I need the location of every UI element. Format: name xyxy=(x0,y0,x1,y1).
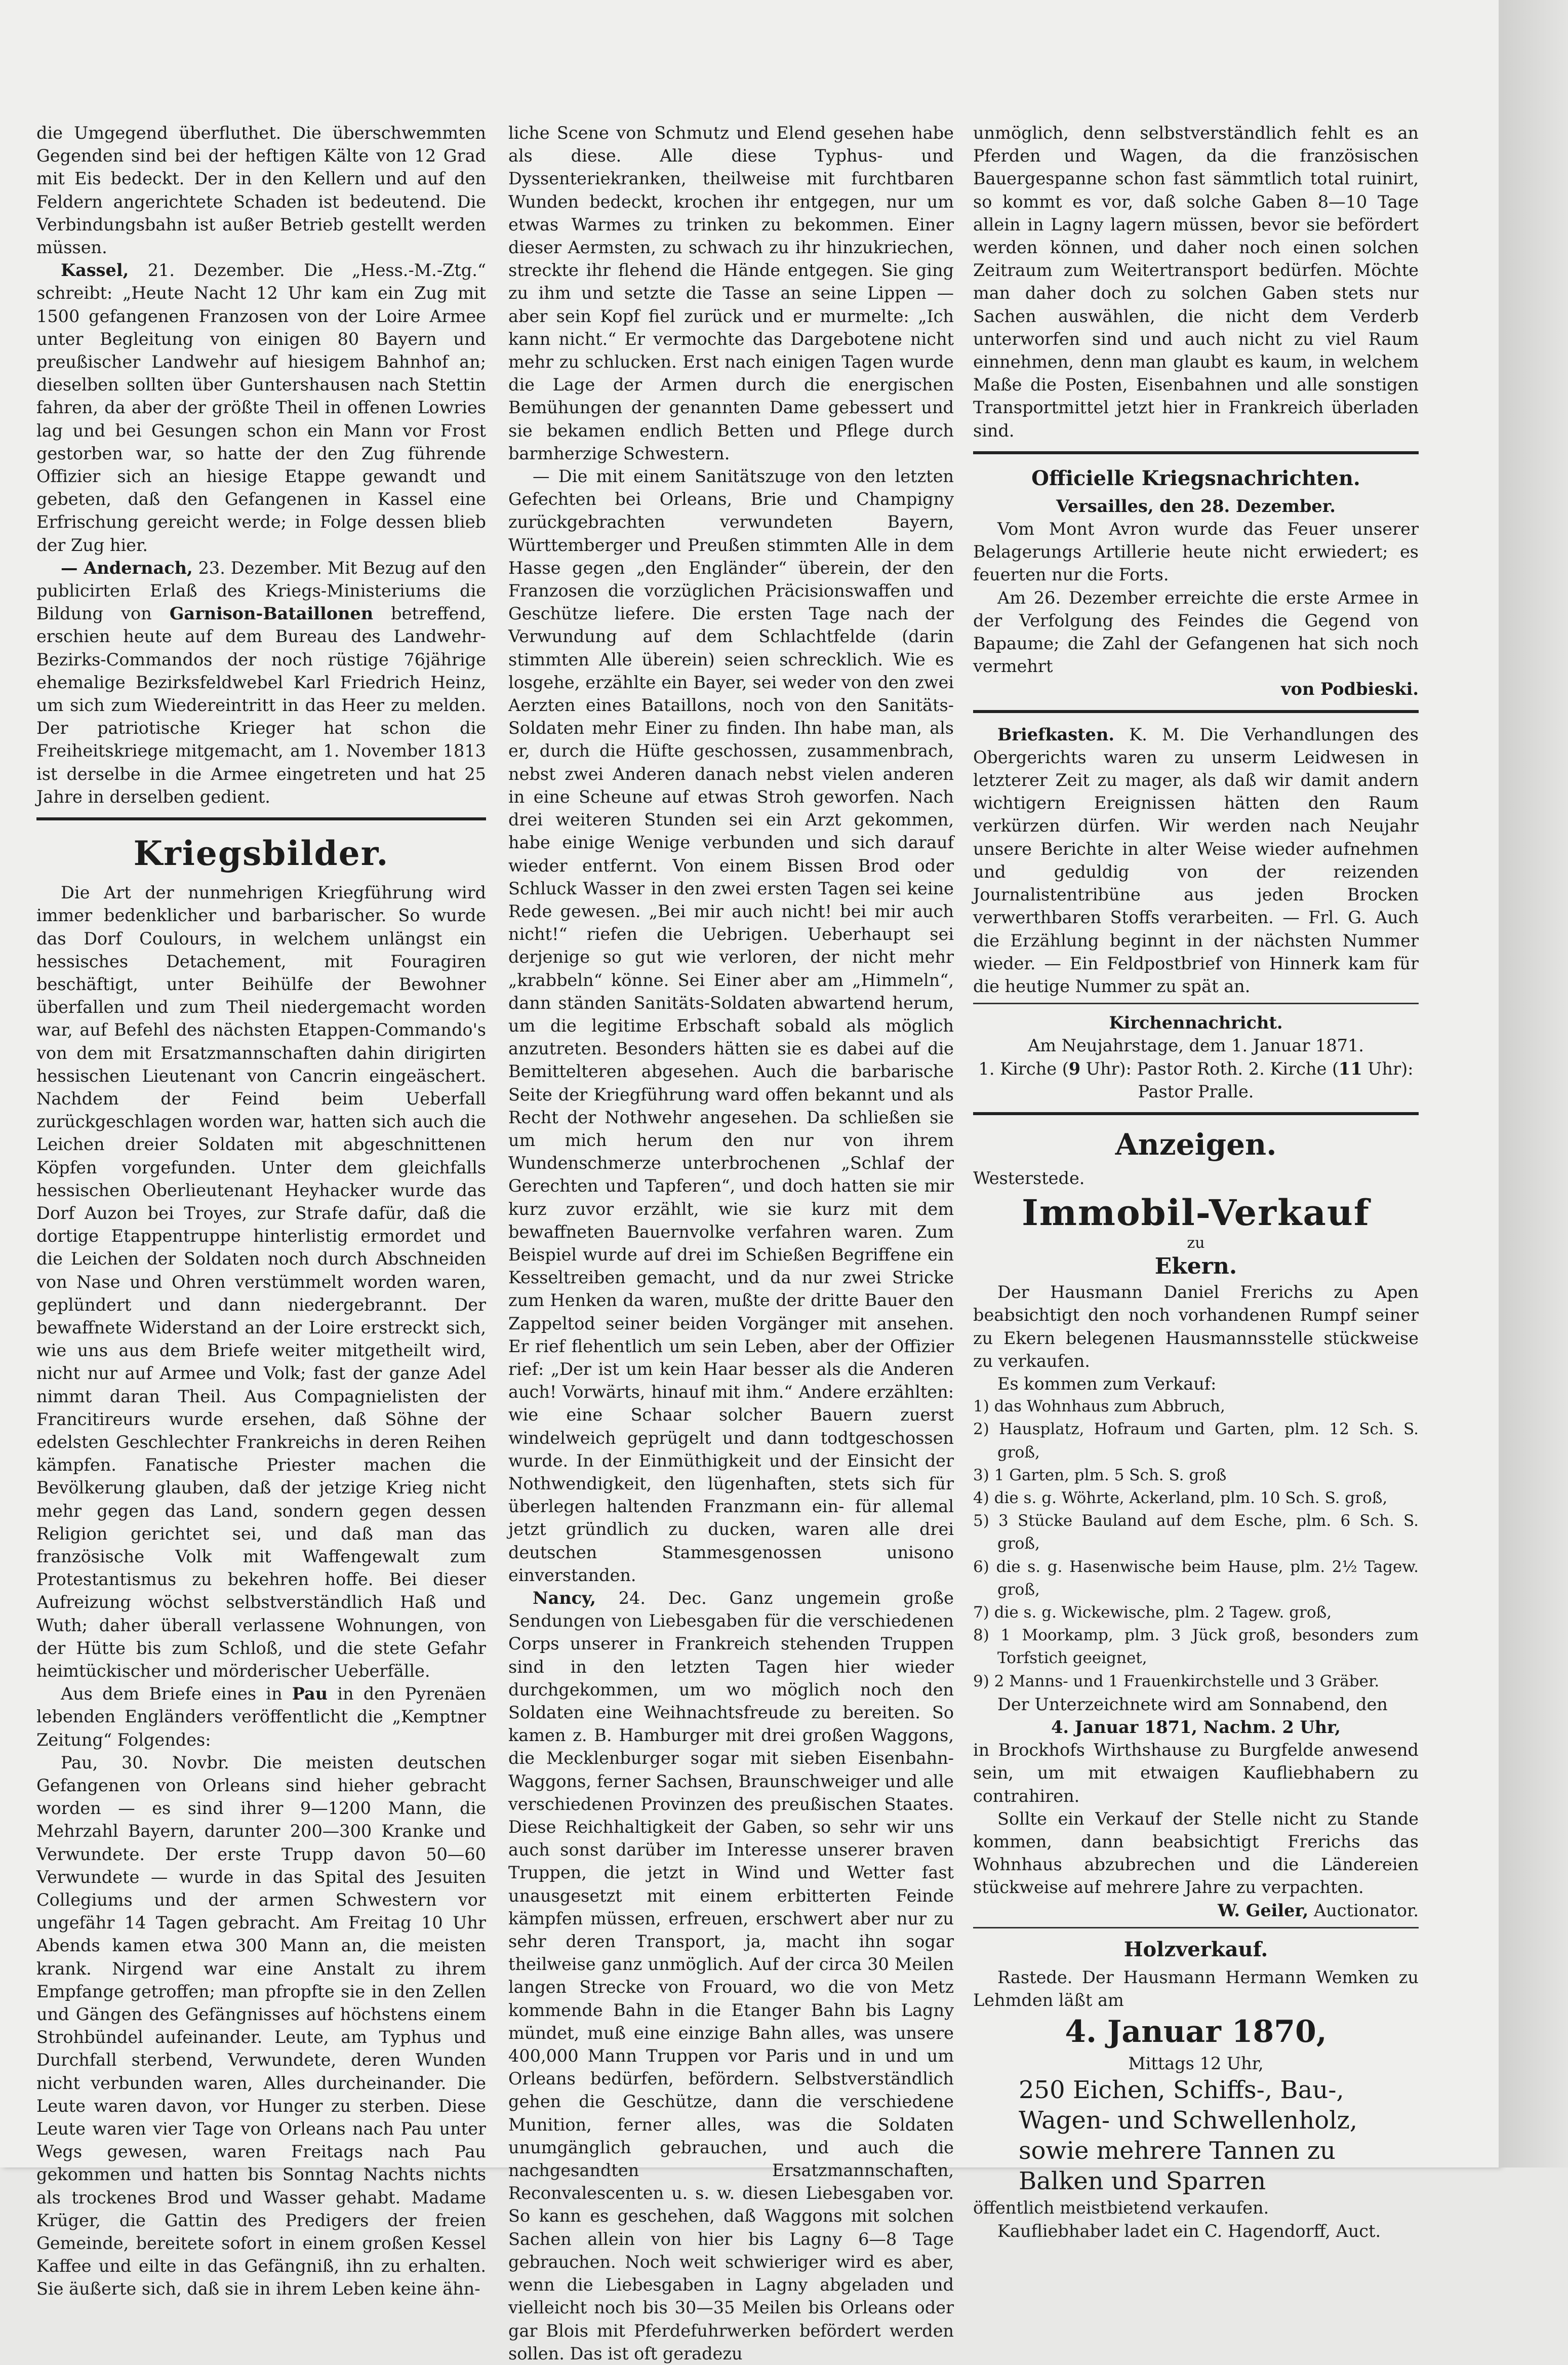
ad-heading-immobil: Immobil-Verkauf xyxy=(1022,1192,1370,1234)
list-item: 5) 3 Stücke Bauland auf dem Esche, plm. 6 Sch. S. groß, xyxy=(973,1512,1419,1553)
briefkasten: Briefkasten. K. M. Die Verhandlungen des Obergerichts waren zu unserm Leidwesen in letzterer Zeit zu mager, als daß wir damit andern wichtigern Ereignissen hätten den Raum verkürzen dürfen. Wir werden nach Neujahr unsere Berichte in alter Weise wieder aufnehmen und geduldig von der reizenden Journalistentribüne aus jeden Brocken verwerthbaren Stoffs verarbeiten. — Frl. G. Auch die Erzählung beginnt in der nächsten Nummer wieder. — Ein Feldpostbrief von Hinnerk kam für die heutige Nummer zu spät an. xyxy=(973,724,1419,996)
page-edge xyxy=(1499,0,1568,2167)
kirchen-date: Am Neujahrstage, dem 1. Januar 1871. xyxy=(1028,1036,1364,1056)
list-item: 9) 2 Manns- und 1 Frauenkirchstelle und 3 Gräber. xyxy=(973,1672,1380,1690)
heading-anzeigen: Anzeigen. xyxy=(1115,1127,1277,1162)
ad-holz-time: Mittags 12 Uhr, xyxy=(1128,2054,1264,2074)
ad-immobil-date: 4. Januar 1871, Nachm. 2 Uhr, xyxy=(1051,1717,1341,1737)
article-sanitaetszug: — Die mit einem Sanitätszuge von den letzten Gefechten bei Orleans, Brie und Champigny zurückgebrachten verwundeten Bayern, Württemberger und Preußen stimmten Alle in dem Hasse gegen „den Engländer“ überein, der den Franzosen die vorzüglichen Präcisionswaffen und Geschütze liefere. Die ersten Tage nach der Verwundung auf dem Schlachtfelde (darin stimmten Alle überein) seien schrecklich. Wie es losgehe, erzählte ein Bayer, sei weder von den zwei Aerzten eines Bataillons, noch von den Sanitäts-Soldaten mehr Einer zu finden. Ihn habe man, als er, durch die Hüfte geschossen, zusammenbrach, nebst zwei Anderen danach nebst vielen anderen in eine Scheune auf etwas Stroh geworfen. Nach drei weiteren Stunden sei ein Arzt gekommen, habe einige Wenige verbunden und sich darauf wieder entfernt. Von einem Bissen Brod oder Schluck Wasser in den zwei ersten Tagen sei keine Rede gewesen. „Bei mir auch nicht! bei mir auch nicht!“ riefen die Uebrigen. Ueberhaupt sei derjenige so gut wie verloren, der nicht mehr „krabbeln“ könne. Sei Einer aber am „Himmeln“, dann ständen Sanitäts-Soldaten abwartend herum, um die legitime Erbschaft sobald als möglich anzutreten. Besonders hätten sie es dabei auf die Bemittelteren abgesehen. Auch die barbarische Seite der Kriegführung ward offen bekannt und als Recht der Nothwehr angesehen. Da schließen sie um mich herum den nur von ihrem Wundenschmerze unterbrochenen „Schlaf der Gerechten und Tapferen“, und doch hatten sie mir kurz zuvor erzählt, wie sie kurz mit dem bewaffneten Bauernvolke verfahren waren. Zum Beispiel wurde auf drei im Schießen Begriffene ein Kesseltreiben gemacht, und da nur zwei Stricke zum Henken da waren, mußte der dritte Bauer den Zappeltod seiner beiden Vorgänger mit ansehen. Er rief flehentlich um sein Leben, aber der Offizier rief: „Der ist um kein Haar besser als die Anderen auch! Vorwärts, hinauf mit ihm.“ Andere erzählten: wie eine Schaar solcher Bauern zuerst windelweich geprügelt und dann todtgeschossen wurde. In der Einmüthigkeit und der Einsicht der Nothwendigkeit, den lügenhaften, stets sich für überlegen haltenden Franzmann ein- für allemal jetzt gründlich zu ducken, waren alle drei deutschen Stammesgenossen unisono einverstanden. xyxy=(508,466,954,1585)
article-pau-continued: liche Scene von Schmutz und Elend gesehen habe als diese. Alle diese Typhus- und Dyssenteriekranken, theilweise mit furchtbaren Wunden bedeckt, krochen ihr entgegen, nur um etwas Warmes zu trinken zu bekommen. Einer dieser Aermsten, zu schwach zu ihr hinzukriechen, streckte ihr flehend die Hände entgegen. Sie ging zu ihm und setzte die Tasse an seine Lippen — aber sein Kopf fiel zurück und er murmelte: „Ich kann nicht.“ Er vermochte das Dargebotene nicht mehr zu schlucken. Erst nach einigen Tagen wurde die Lage der Armen durch die energischen Bemühungen der genannten Dame gebessert und sie bekamen endlich Betten und Pflege durch barmherzige Schwestern. xyxy=(508,123,954,463)
headline-kriegsbilder: Kriegsbilder. xyxy=(133,834,389,874)
ad-holz-signature: Kaufliebhaber ladet ein C. Hagendorff, Auct. xyxy=(997,2221,1381,2241)
kirchen-times: 1. Kirche (9 Uhr): Pastor Roth. 2. Kirche (11 Uhr): Pastor Pralle. xyxy=(978,1058,1414,1101)
heading-official-news: Officielle Kriegsnachrichten. xyxy=(1031,466,1360,490)
ad-holz-text: Rastede. Der Hausmann Hermann Wemken zu Lehmden läßt am xyxy=(973,1967,1419,2011)
ad-holz-wood: 250 Eichen, Schiffs-, Bau-, Wagen- und Schwellenholz, sowie mehrere Tannen zu Balken und Sparren xyxy=(1019,2076,1358,2196)
ad-immobil-date-intro: Der Unterzeichnete wird am Sonnabend, den xyxy=(997,1694,1388,1714)
column-3 xyxy=(973,122,1419,2242)
ad-immobil-alt: Sollte ein Verkauf der Stelle nicht zu Stande kommen, dann beabsichtigt Frerichs das Wohnhaus abzubrechen und die Ländereien stückweise auf mehrere Jahre zu verpachten. xyxy=(973,1808,1419,1898)
official-news-1: Vom Mont Avron wurde das Feuer unserer Belagerungs Artillerie heute nicht erwiedert; es feuerten nur die Forts. xyxy=(973,519,1419,585)
dateline-andernach: — Andernach, xyxy=(61,558,193,578)
article-nancy: Nancy, 24. Dec. Ganz ungemein große Sendungen von Liebesgaben für die verschiedenen Corps unserer in Frankreich stehenden Truppen sind in den letzten Tagen hier wieder durchgekommen, um wo möglich noch den Soldaten eine Weihnachtsfreude zu bereiten. So kamen z. B. Hamburger mit drei großen Waggons, die Mecklenburger sogar mit sieben Eisenbahn-Waggons, ferner Sachsen, Braunschweiger und alle verschiedenen Provinzen des preußischen Staates. Diese Reichhaltigkeit der Gaben, so sehr wir uns auch sonst darüber im Interesse unserer braven Truppen, die jetzt in Wind und Wetter fast unausgesetzt mit einem erbitterten Feinde kämpfen müssen, erfreuen, erschwert aber nur zu sehr deren Transport, ja, macht ihn sogar theilweise ganz unmöglich. Auf der circa 30 Meilen langen Strecke von Frouard, wo die von Metz kommende Bahn in die Etanger Bahn bis Lagny mündet, muß eine einzige Bahn alles, was unsere 400,000 Mann Truppen vor Paris und in und um Orleans bedürfen, befördern. Selbstverständlich gehen die Geschütze, dann die verschiedene Munition, ferner alles, was die Soldaten unumgänglich gebrauchen, und auch die nachgesandten Ersatzmannschaften, Reconvalescenten u. s. w. diesen Liebesgaben vor. So kann es geschehen, daß Waggons mit solchen Sachen allein von hier bis Lagny 6—8 Tage gebrauchen. Noch weit schwieriger wird es aber, wenn die Liebesgaben in Lagny abgeladen und vielleicht noch bis 30—35 Meilen bis Orleans oder gar Blois mit Pferdefuhrwerken befördert werden sollen. Das ist oft geradezu xyxy=(508,1588,954,2363)
column-1 xyxy=(36,122,486,2301)
ad-immobil-place: in Brockhofs Wirthshause zu Burgfelde anwesend sein, um mit etwaigen Kaufliebhabern zu contrahiren. xyxy=(973,1740,1419,1806)
ad-immobil-list xyxy=(973,1395,1419,1693)
article-pau-intro: Aus dem Briefe eines in Pau in den Pyrenäen lebenden Engländers veröffentlicht die „Kemptner Zeitung“ Folgendes: xyxy=(36,1684,486,1750)
ad-location-westerstede: Westerstede. xyxy=(973,1168,1085,1188)
ad-holz-sale: öffentlich meistbietend verkaufen. xyxy=(973,2198,1269,2218)
section-divider xyxy=(973,1927,1419,1928)
section-divider xyxy=(973,1003,1419,1004)
ad-heading-holzverkauf: Holzverkauf. xyxy=(1123,1937,1268,1961)
article-nancy-continued: unmöglich, denn selbstverständlich fehlt es an Pferden und Wagen, da die französischen Bauergespanne schon fast sämmtlich total ruinirt, so kommt es vor, daß solche Gaben 8—10 Tage allein in Lagny lagern müssen, bevor sie befördert werden können, und daher noch einen solchen Zeitraum zum Weitertransport bedürfen. Möchte man daher doch zu solchen Gaben stets nur Sachen auswählen, die nicht dem Verderb unterworfen sind und auch nicht zu viel Raum einnehmen, denn man glaubt es kaum, in welchem Maße die Posten, Eisenbahnen und alle sonstigen Transportmittel jetzt hier in Frankreich überladen sind. xyxy=(973,123,1419,441)
ad-heading-zu: zu xyxy=(1187,1234,1205,1252)
dateline-versailles: Versailles, den 28. Dezember. xyxy=(1056,496,1336,516)
article-flood-end: die Umgegend überfluthet. Die überschwemmten Gegenden sind bei der heftigen Kälte von 12 Grad mit Eis bedeckt. Der in den Kellern und auf den Feldern angerichtete Schaden ist bedeutend. Die Verbindungsbahn ist außer Betrieb gestellt werden müssen. xyxy=(36,123,486,258)
official-news-2: Am 26. Dezember erreichte die erste Armee in der Verfolgung des Feindes die Gegend von Bapaume; die Zahl der Gefangenen hat sich noch vermehrt xyxy=(973,587,1419,677)
list-item: 7) die s. g. Wickewische, plm. 2 Tagew. groß, xyxy=(973,1603,1332,1622)
list-item: 4) die s. g. Wöhrte, Ackerland, plm. 10 Sch. S. groß, xyxy=(973,1488,1388,1507)
dateline-kassel: Kassel, xyxy=(61,260,129,281)
ad-holz-date: 4. Januar 1870, xyxy=(1065,2014,1327,2050)
article-kriegsbilder: Die Art der nunmehrigen Kriegführung wird immer bedenklicher und barbarischer. So wurde das Dorf Coulours, in welchem unlängst ein hessisches Detachement, mit Fouragiren beschäftigt, unter Beihülfe der Bewohner überfallen und zum Theil niedergemacht worden war, auf Befehl des nächsten Etappen-Commando's von dem mit Ersatzmannschaften dahin dirigirten hessischen Lieutenant von Cancrin eingeäschert. Nachdem der Feind beim Ueberfall zurückgeschlagen worden war, hatten sich auch die Leichen dreier Soldaten mit abgeschnittenen Köpfen vorgefunden. Unter dem gleichfalls hessischen Oberlieutenant Heyhacker wurde das Dorf Auzon bei Troyes, zur Strafe dafür, daß die dortige Etappentruppe hinterlistig ermordet und die Leichen der Soldaten noch durch Abschneiden von Nase und Ohren verstümmelt worden waren, geplündert und dann niedergebrannt. Der bewaffnete Widerstand an der Loire erstreckt sich, wie uns aus dem Briefe weiter mitgetheilt wird, nicht nur auf Armee und Volk; fast der ganze Adel nimmt daran Theil. Aus Compagnielisten der Francitireurs wurde ersehen, daß Söhne der edelsten Geschlechter Frankreichs in deren Reihen kämpfen. Fanatische Priester machen die Bevölkerung glauben, daß der jetzige Krieg nicht mehr gegen das Land, sondern gegen dessen Religion gerichtet sei, und daß man das französische Volk mit Waffengewalt zum Protestantismus zu bekehren hoffe. Bei dieser Aufreizung wöchst selbstverständlich Haß und Wuth; daher überall verlassene Wohnungen, von der Hütte bis zum Schloß, und die stete Gefahr heimtückischer und mörderischer Ueberfälle. xyxy=(36,883,486,1681)
section-divider xyxy=(973,1112,1419,1115)
section-divider xyxy=(973,710,1419,713)
ad-heading-ekern: Ekern. xyxy=(1154,1253,1237,1280)
list-item: 6) die s. g. Hasenwische beim Hause, plm. 2½ Tagew. groß, xyxy=(973,1557,1419,1599)
column-2 xyxy=(508,122,954,2365)
heading-kirchennachricht: Kirchennachricht. xyxy=(1109,1013,1283,1033)
list-item: 2) Hausplatz, Hofraum und Garten, plm. 12 Sch. S. groß, xyxy=(973,1420,1419,1462)
section-divider xyxy=(973,451,1419,454)
dateline-nancy: Nancy, xyxy=(533,1588,596,1608)
list-item: 1) das Wohnhaus zum Abbruch, xyxy=(973,1397,1225,1416)
article-kassel: Kassel, 21. Dezember. Die „Hess.-M.-Ztg.“ schreibt: „Heute Nacht 12 Uhr kam ein Zug mit 1500 gefangenen Franzosen von der Loire Armee unter Begleitung von einigen 80 Bayern und preußischer Landwehr auf hiesigem Bahnhof an; dieselben sollten über Guntershausen nach Stettin fahren, da aber der größte Theil in offenen Lowries lag und bei Gesungen schon ein Mann vor Frost gestorben war, so hatte der den Zug führende Offizier sich an hiesige Etappe gewandt und gebeten, daß den Gefangenen in Kassel eine Erfrischung gereicht werde; in Folge dessen blieb der Zug hier. xyxy=(36,260,486,555)
ad-immobil-list-intro: Es kommen zum Verkauf: xyxy=(997,1373,1217,1394)
list-item: 3) 1 Garten, plm. 5 Sch. S. groß xyxy=(973,1466,1227,1484)
section-divider xyxy=(36,817,486,820)
ad-immobil-text: Der Hausmann Daniel Frerichs zu Apen beabsichtigt den noch vorhandenen Rumpf seiner zu Ekern belegenen Hausmannsstelle stückweise zu verkaufen. xyxy=(973,1282,1419,1371)
ad-immobil-signature: W. Geiler, Auctionator. xyxy=(1218,1900,1419,1920)
article-pau: Pau, 30. Novbr. Die meisten deutschen Gefangenen von Orleans sind hieher gebracht worden — es sind ihrer 9—1200 Mann, die Mehrzahl Bayern, darunter 200—300 Kranke und Verwundete. Der erste Trupp davon 50—60 Verwundete — wurde in das Spital des Jesuiten Collegiums und der armen Schwestern vor ungefähr 14 Tagen gebracht. Am Freitag 10 Uhr Abends kamen etwa 300 Mann an, die meisten krank. Nirgend war eine Anstalt zu ihrem Empfange getroffen; man pfropfte sie in den Zellen und Gängen des Gefängnisses auf höchstens einem Strohbündel aufeinander. Leute, am Typhus und Durchfall sterbend, Verwundete, deren Wunden nicht verbunden waren, Alles durcheinander. Die Leute waren davon, vor Hunger zu sterben. Diese Leute waren vier Tage von Orleans nach Pau unter Wegs gewesen, waren Freitags nach Pau gekommen und hatten bis Sonntag Nachts nichts als trockenes Brod und Wasser gehabt. Madame Krüger, die Gattin des Predigers der freien Gemeinde, bereitete sofort in einem großen Kessel Kaffee und eilte in das Gefängniß, ihn zu erhalten. Sie äußerte sich, daß sie in ihrem Leben keine ähn- xyxy=(36,1752,486,2299)
official-signature: von Podbieski. xyxy=(1281,679,1419,699)
list-item: 8) 1 Moorkamp, plm. 3 Jück groß, besonders zum Torfstich geeignet, xyxy=(973,1626,1419,1668)
article-andernach: — Andernach, 23. Dezember. Mit Bezug auf den publicirten Erlaß des Kriegs-Ministeriums die Bildung von Garnison-Bataillonen betreffend, erschien heute auf dem Bureau des Landwehr-Bezirks-Commandos der noch rüstige 76jährige ehemalige Bezirksfeldwebel Karl Friedrich Heinz, um sich zum Wiedereintritt in das Heer zu melden. Der patriotische Krieger hat schon die Freiheitskriege mitgemacht, am 1. November 1813 ist derselbe in die Armee eingetreten und hat 25 Jahre in derselben gedient. xyxy=(36,558,486,807)
